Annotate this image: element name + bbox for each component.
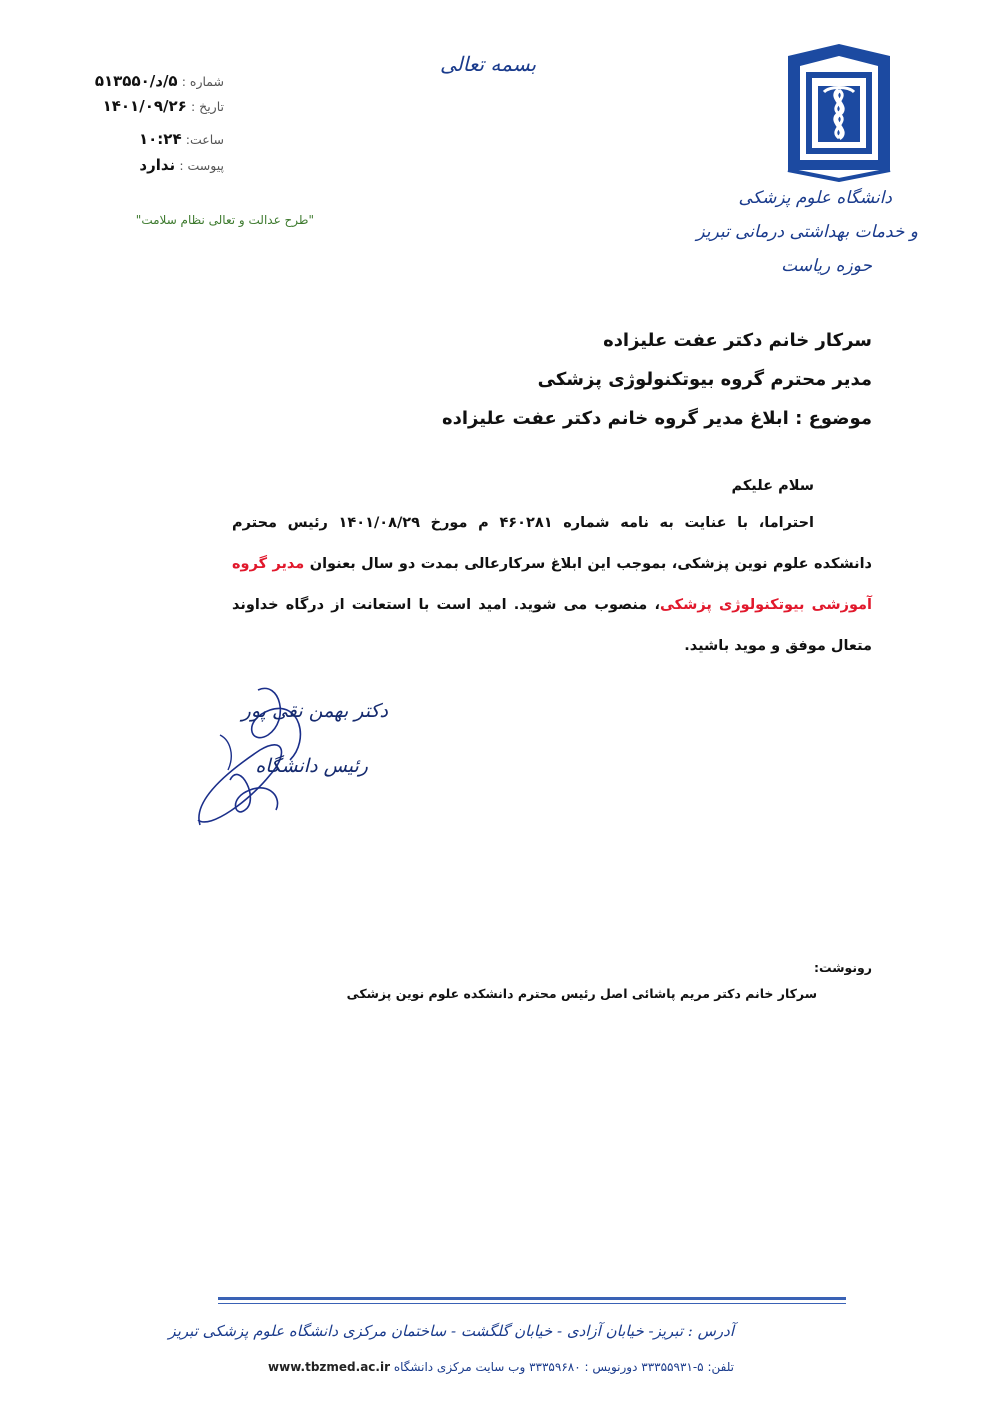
letter-date-label: تاریخ : [190, 99, 224, 114]
letter-time-value: ۱۰:۲۴ [139, 130, 182, 148]
letter-number-value: ۵/د/۵۱۳۵۵۰ [94, 72, 178, 90]
letter-attachment-label: پیوست : [179, 158, 224, 173]
footer-website-link[interactable]: www.tbzmed.ac.ir [268, 1360, 390, 1374]
footer-contact-text: تلفن: ۵-۳۳۳۵۵۹۳۱ دورنویس : ۳۳۳۵۹۶۸۰ وب سایت مرکزی دانشگاه [393, 1360, 734, 1374]
letter-attachment-value: ندارد [139, 156, 176, 174]
cc-label: رونوشت: [813, 960, 872, 975]
body-paragraph [232, 503, 872, 667]
university-logo [780, 42, 898, 182]
signature-name: دکتر بهمن نقی پور [241, 700, 388, 722]
footer-contact [268, 1360, 734, 1374]
cc-item: سرکار خانم دکتر مریم پاشائی اصل رئیس محترم دانشکده علوم نوین پزشکی [346, 986, 817, 1001]
logo-text-university: دانشگاه علوم پزشکی [738, 188, 892, 208]
addressee-name: سرکار خانم دکتر عفت علیزاده [603, 330, 872, 351]
addressee-position: مدیر محترم گروه بیوتکنولوژی پزشکی [537, 369, 872, 390]
letter-time [139, 130, 224, 148]
footer-address: آدرس : تبریز- خیابان آزادی - خیابان گلگشت - ساختمان مرکزی دانشگاه علوم پزشکی تبریز [168, 1322, 734, 1340]
greeting: سلام علیکم [731, 478, 814, 494]
letter-subject: موضوع : ابلاغ مدیر گروه خانم دکتر عفت علیزاده [442, 408, 872, 429]
logo-text-presidency: حوزه ریاست [781, 256, 872, 276]
letter-number [95, 72, 224, 90]
bismillah: بسمه تعالی [440, 52, 537, 76]
body-highlight: مدیر گروه آموزشی بیوتکنولوژی پزشکی [232, 556, 872, 613]
body-text-part2: ، منصوب می شوید. امید است با استعانت از درگاه خداوند متعال موفق و موید باشید. [232, 597, 872, 654]
letter-time-label: ساعت: [185, 132, 224, 147]
university-emblem-icon [780, 42, 898, 182]
motto: "طرح عدالت و تعالی نظام سلامت" [135, 213, 314, 227]
letter-date [103, 97, 224, 115]
signature-title: رئیس دانشگاه [255, 755, 368, 777]
letter-number-label: شماره : [181, 74, 224, 89]
letter-attachment [139, 156, 224, 174]
footer-divider [218, 1297, 846, 1300]
footer-divider-thin [218, 1303, 846, 1304]
letter-date-value: ۱۴۰۱/۰۹/۲۶ [102, 97, 187, 115]
body-text-part1: احتراما، با عنایت به نامه شماره ۴۶۰۲۸۱ م مورخ ۱۴۰۱/۰۸/۲۹ رئیس محترم دانشکده علوم نوین پزشکی، بموجب این ابلاغ سرکارعالی بمدت دو سال بعنوان [232, 515, 872, 572]
logo-text-services: و خدمات بهداشتی درمانی تبریز [696, 222, 918, 242]
